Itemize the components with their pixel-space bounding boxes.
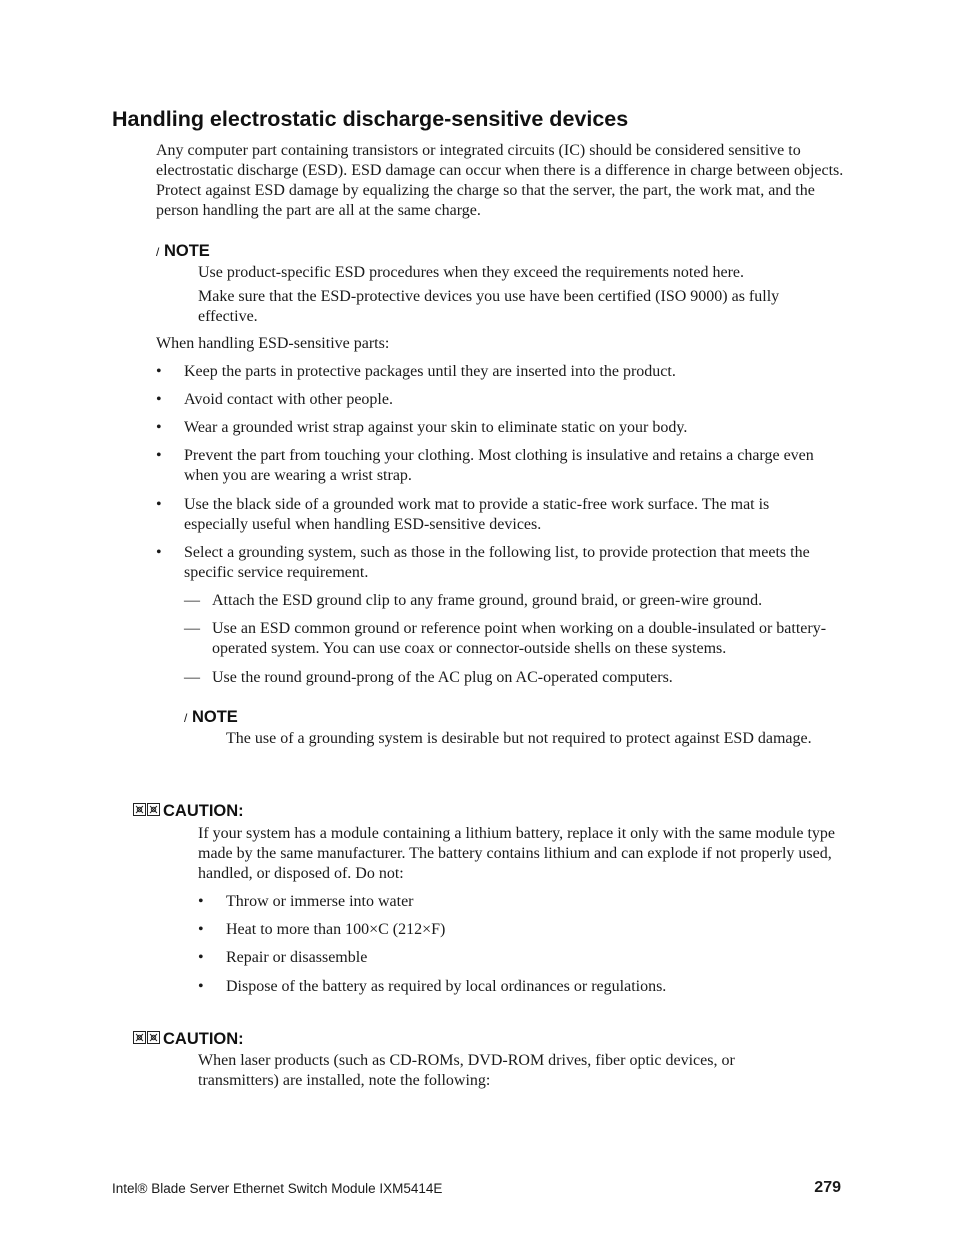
- bullet-mark: •: [198, 978, 204, 995]
- bullet-mark: •: [198, 893, 204, 910]
- note-slash: /: [184, 711, 188, 725]
- dash-mark: —: [184, 669, 200, 686]
- caution-text: When laser products (such as CD-ROMs, DVD-ROM drives, fiber optic devices, or transmitters) are installed, note the following:: [198, 1052, 735, 1089]
- list-item: [198, 977, 838, 997]
- list-item: [198, 892, 838, 912]
- dash-mark: —: [184, 592, 200, 609]
- page-number: 279: [814, 1179, 841, 1196]
- list-item-text: Heat to more than 100×C (212×F): [226, 921, 446, 938]
- note-heading: [184, 707, 238, 728]
- bullet-mark: •: [156, 496, 162, 513]
- list-item-text: Keep the parts in protective packages until they are inserted into the product.: [184, 363, 676, 380]
- warning-hand-icon: [132, 802, 162, 823]
- caution-heading: [132, 801, 244, 823]
- list-item: [198, 948, 838, 968]
- note-label: NOTE: [191, 708, 238, 726]
- list-item: [156, 495, 836, 535]
- list-item-text: Dispose of the battery as required by local ordinances or regulations.: [226, 978, 667, 995]
- note-line: Use product-specific ESD procedures when they exceed the requirements noted here.: [198, 264, 745, 281]
- bullet-mark: •: [156, 391, 162, 408]
- sub-list-item-text: Use the round ground-prong of the AC plug on AC-operated computers.: [212, 669, 673, 686]
- bullet-mark: •: [198, 921, 204, 938]
- bullet-mark: •: [156, 447, 162, 464]
- note-slash: /: [156, 245, 160, 259]
- note-label: NOTE: [163, 242, 210, 260]
- note-text: The use of a grounding system is desirable but not required to protect against ESD damage.: [226, 730, 812, 747]
- sub-list-item-text: Attach the ESD ground clip to any frame ground, ground braid, or green-wire ground.: [212, 592, 763, 609]
- sub-list-item-text: Use an ESD common ground or reference point when working on a double-insulated or battery-operated system. You can use coax or connector-outside shells on these systems.: [212, 620, 827, 657]
- bullet-mark: •: [156, 363, 162, 380]
- list-item: [156, 446, 836, 486]
- handling-intro: When handling ESD-sensitive parts:: [156, 335, 390, 352]
- list-item-text: Prevent the part from touching your clothing. Most clothing is insulative and retains a charge even when you are wearing a wrist strap.: [184, 447, 814, 484]
- list-item-text: Repair or disassemble: [226, 949, 368, 966]
- list-item: [156, 362, 846, 382]
- bullet-mark: •: [156, 419, 162, 436]
- list-item-text: Use the black side of a grounded work mat to provide a static-free work surface. The mat is especially useful when handling ESD-sensitive devices.: [184, 496, 770, 533]
- list-item: [156, 418, 846, 438]
- sub-list-item: [184, 619, 844, 659]
- list-item: [156, 390, 846, 410]
- bullet-mark: •: [198, 949, 204, 966]
- caution-label: CAUTION:: [163, 1030, 244, 1048]
- list-item-text: Wear a grounded wrist strap against your skin to eliminate static on your body.: [184, 419, 688, 436]
- caution-text: If your system has a module containing a lithium battery, replace it only with the same module type made by the same manufacturer. The battery contains lithium and can explode if not properly used, handled, or disposed of. Do not:: [198, 825, 836, 882]
- list-item-text: Throw or immerse into water: [226, 893, 414, 910]
- footer-product: Intel® Blade Server Ethernet Switch Module IXM5414E: [112, 1181, 443, 1196]
- caution-label: CAUTION:: [163, 802, 244, 820]
- sub-list-item: [184, 591, 844, 611]
- list-item: [198, 920, 838, 940]
- sub-list-item: [184, 668, 844, 688]
- bullet-mark: •: [156, 544, 162, 561]
- intro-paragraph: Any computer part containing transistors or integrated circuits (IC) should be considered sensitive to electrostatic discharge (ESD). ESD damage can occur when there is a difference in charge between objects. Protect against ESD damage by equalizing the charge so that the server, the part, the work mat, and the person handling the part are all at the same charge.: [156, 142, 844, 219]
- list-item-text: Select a grounding system, such as those in the following list, to provide protection that meets the specific service requirement.: [184, 544, 810, 581]
- list-item: [156, 543, 846, 583]
- page-title: Handling electrostatic discharge-sensitive devices: [112, 107, 629, 131]
- warning-hand-icon: [132, 1030, 162, 1051]
- dash-mark: —: [184, 620, 200, 637]
- note-heading: [156, 241, 210, 262]
- caution-heading: [132, 1029, 244, 1051]
- note-line: Make sure that the ESD-protective devices you use have been certified (ISO 9000) as fully effective.: [198, 288, 780, 325]
- list-item-text: Avoid contact with other people.: [184, 391, 393, 408]
